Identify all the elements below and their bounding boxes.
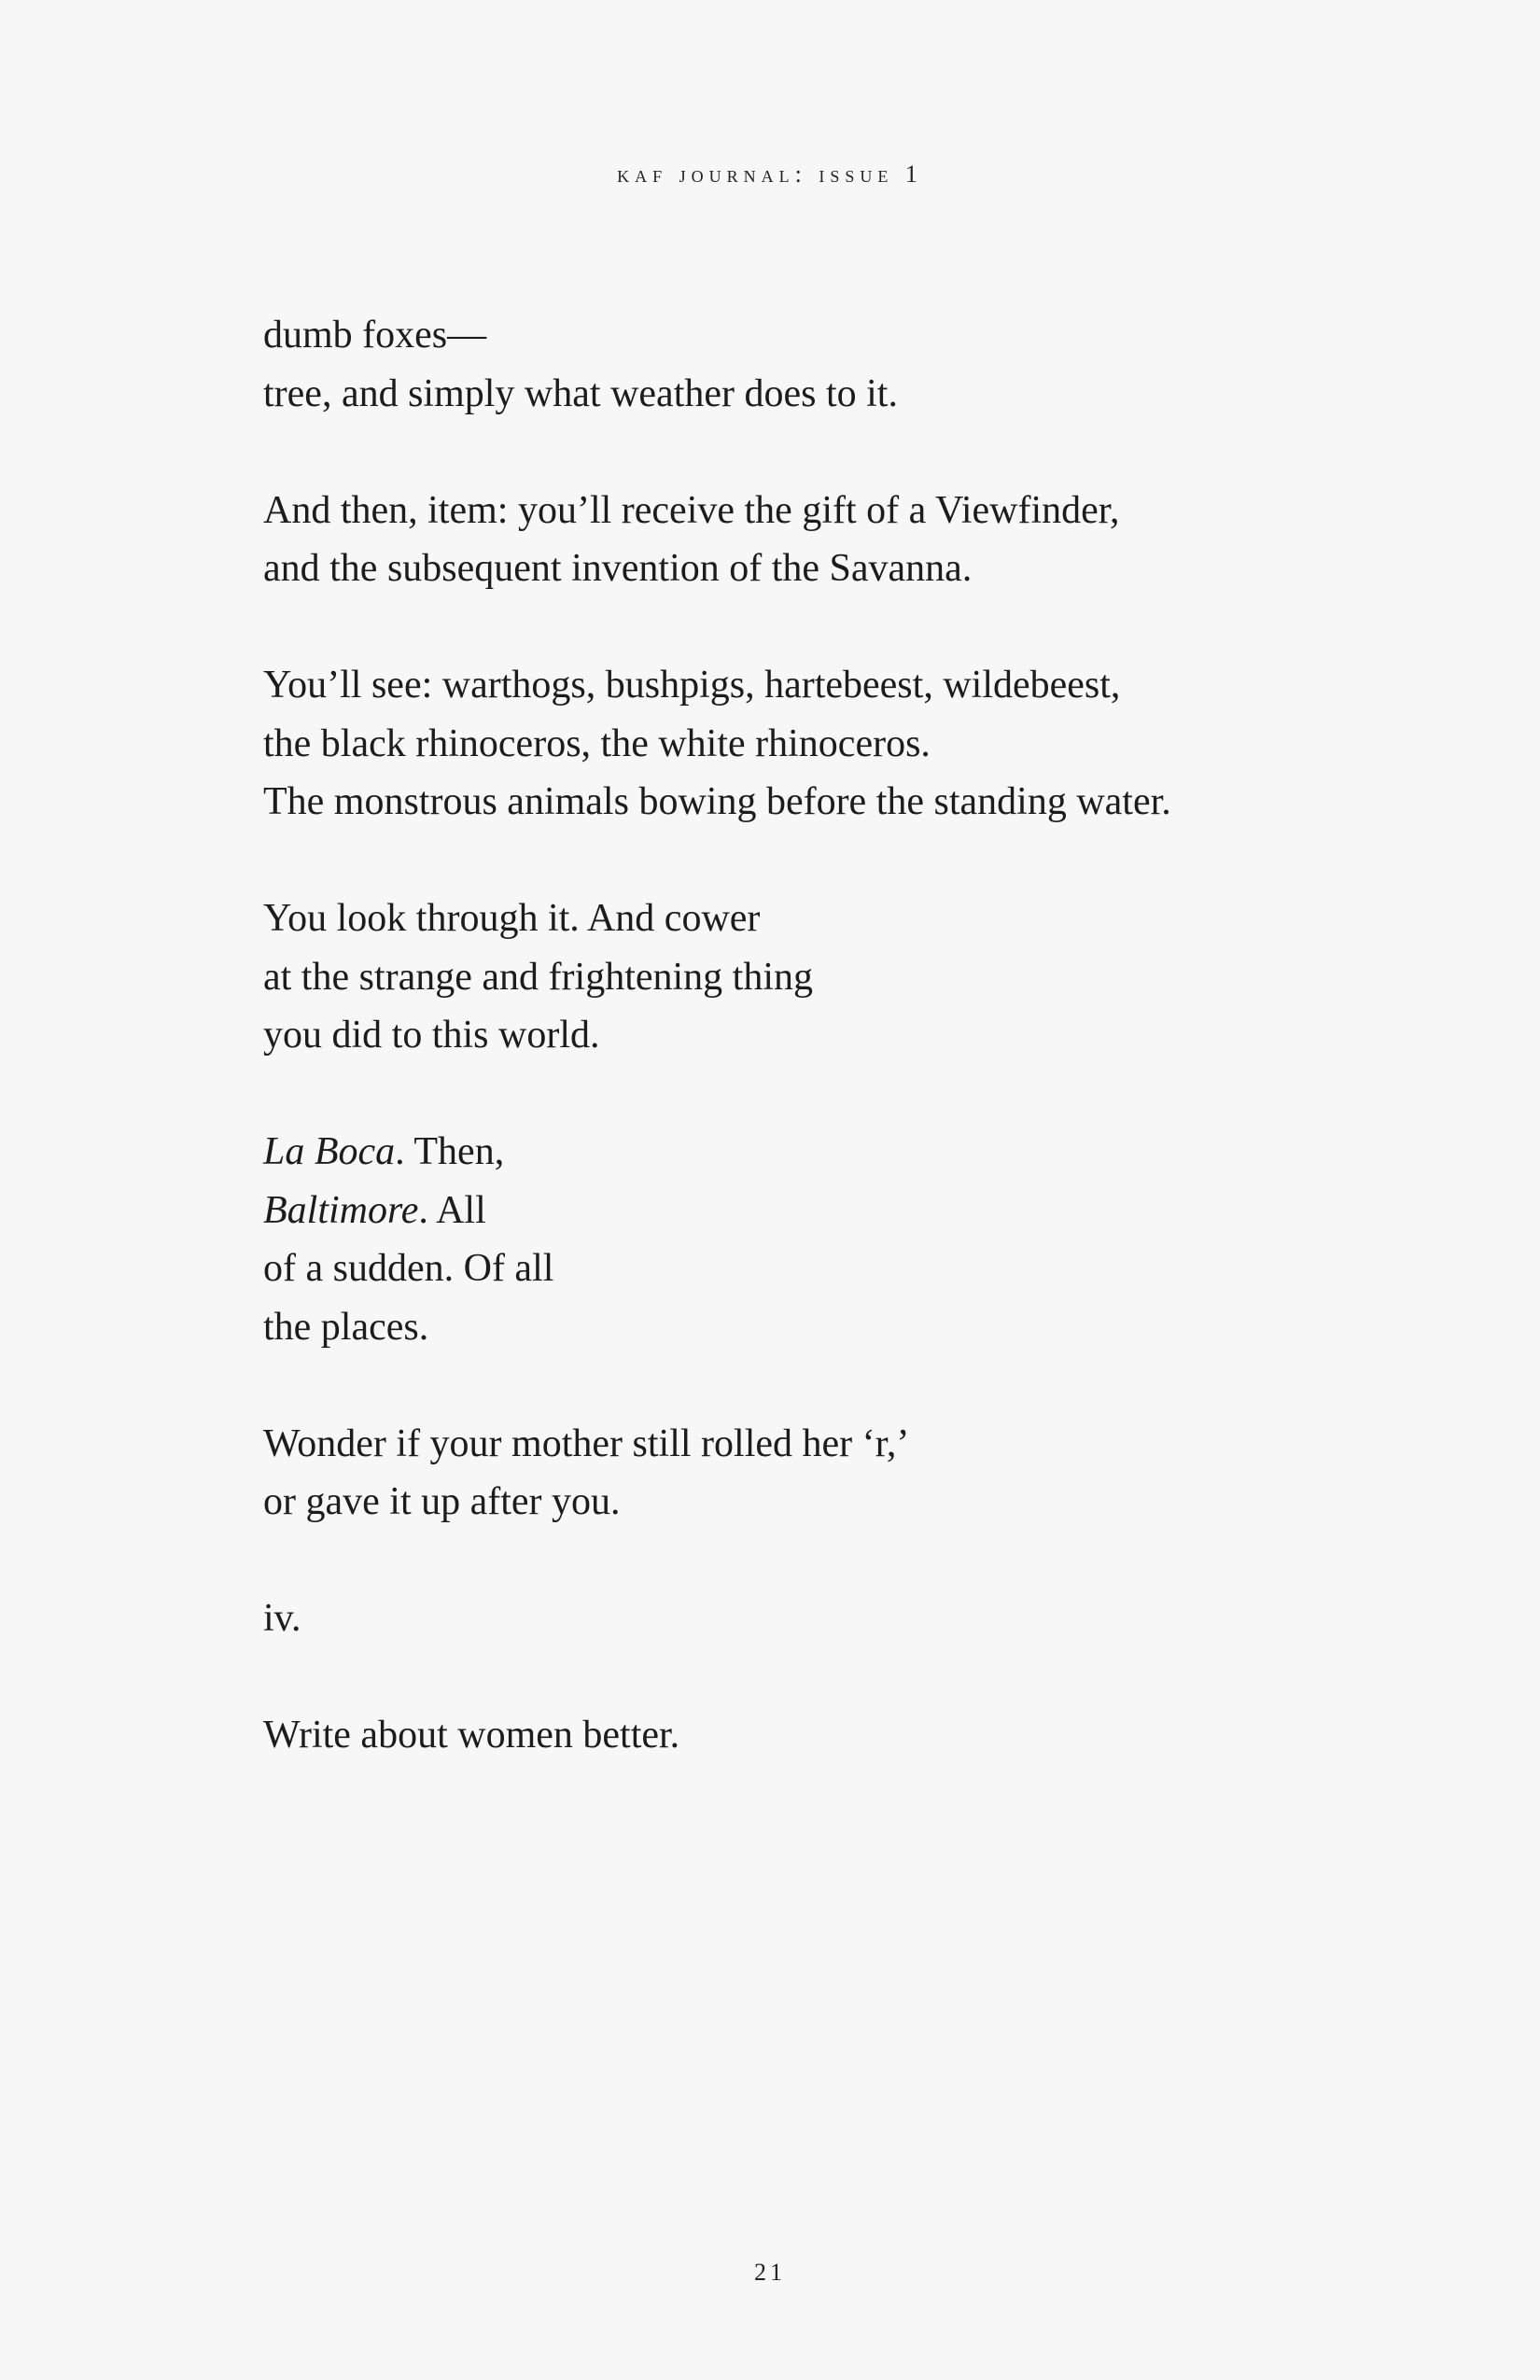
- poem-line: tree, and simply what weather does to it.: [263, 371, 898, 415]
- poem-line: of a sudden. Of all: [263, 1247, 554, 1290]
- running-head: kaf journal: issue 1: [617, 161, 923, 188]
- poem-line: And then, item: you’ll receive the gift of a Viewfinder,: [263, 488, 1120, 532]
- poem-line: the places.: [263, 1305, 429, 1349]
- poem-line: You look through it. And cower: [263, 897, 761, 940]
- poem-line: dumb foxes—: [263, 314, 487, 357]
- poem-line: Wonder if your mother still rolled her ‘r,’: [263, 1421, 910, 1465]
- poem-line: [263, 1123, 1383, 1182]
- poem-line: the black rhinoceros, the white rhinoceros.: [263, 721, 931, 765]
- poem-line: The monstrous animals bowing before the standing water.: [263, 780, 1171, 823]
- poem-line: Write about women better.: [263, 1714, 680, 1757]
- line-text: . All: [418, 1188, 486, 1232]
- line-text: . Then,: [395, 1130, 505, 1173]
- italic-place-name: Baltimore: [263, 1188, 419, 1232]
- section-number: iv.: [263, 1597, 301, 1640]
- poem-body: [263, 306, 1383, 1765]
- poem-line: [263, 1182, 1383, 1240]
- poem-line: You’ll see: warthogs, bushpigs, hartebeest, wildebeest,: [263, 664, 1121, 707]
- page-number: 21: [754, 2259, 786, 2286]
- poem-line: you did to this world.: [263, 1014, 600, 1057]
- poem-line: and the subsequent invention of the Savanna.: [263, 547, 973, 590]
- poem-line: or gave it up after you.: [263, 1480, 621, 1523]
- italic-place-name: La Boca: [263, 1130, 396, 1173]
- poem-line: at the strange and frightening thing: [263, 955, 814, 999]
